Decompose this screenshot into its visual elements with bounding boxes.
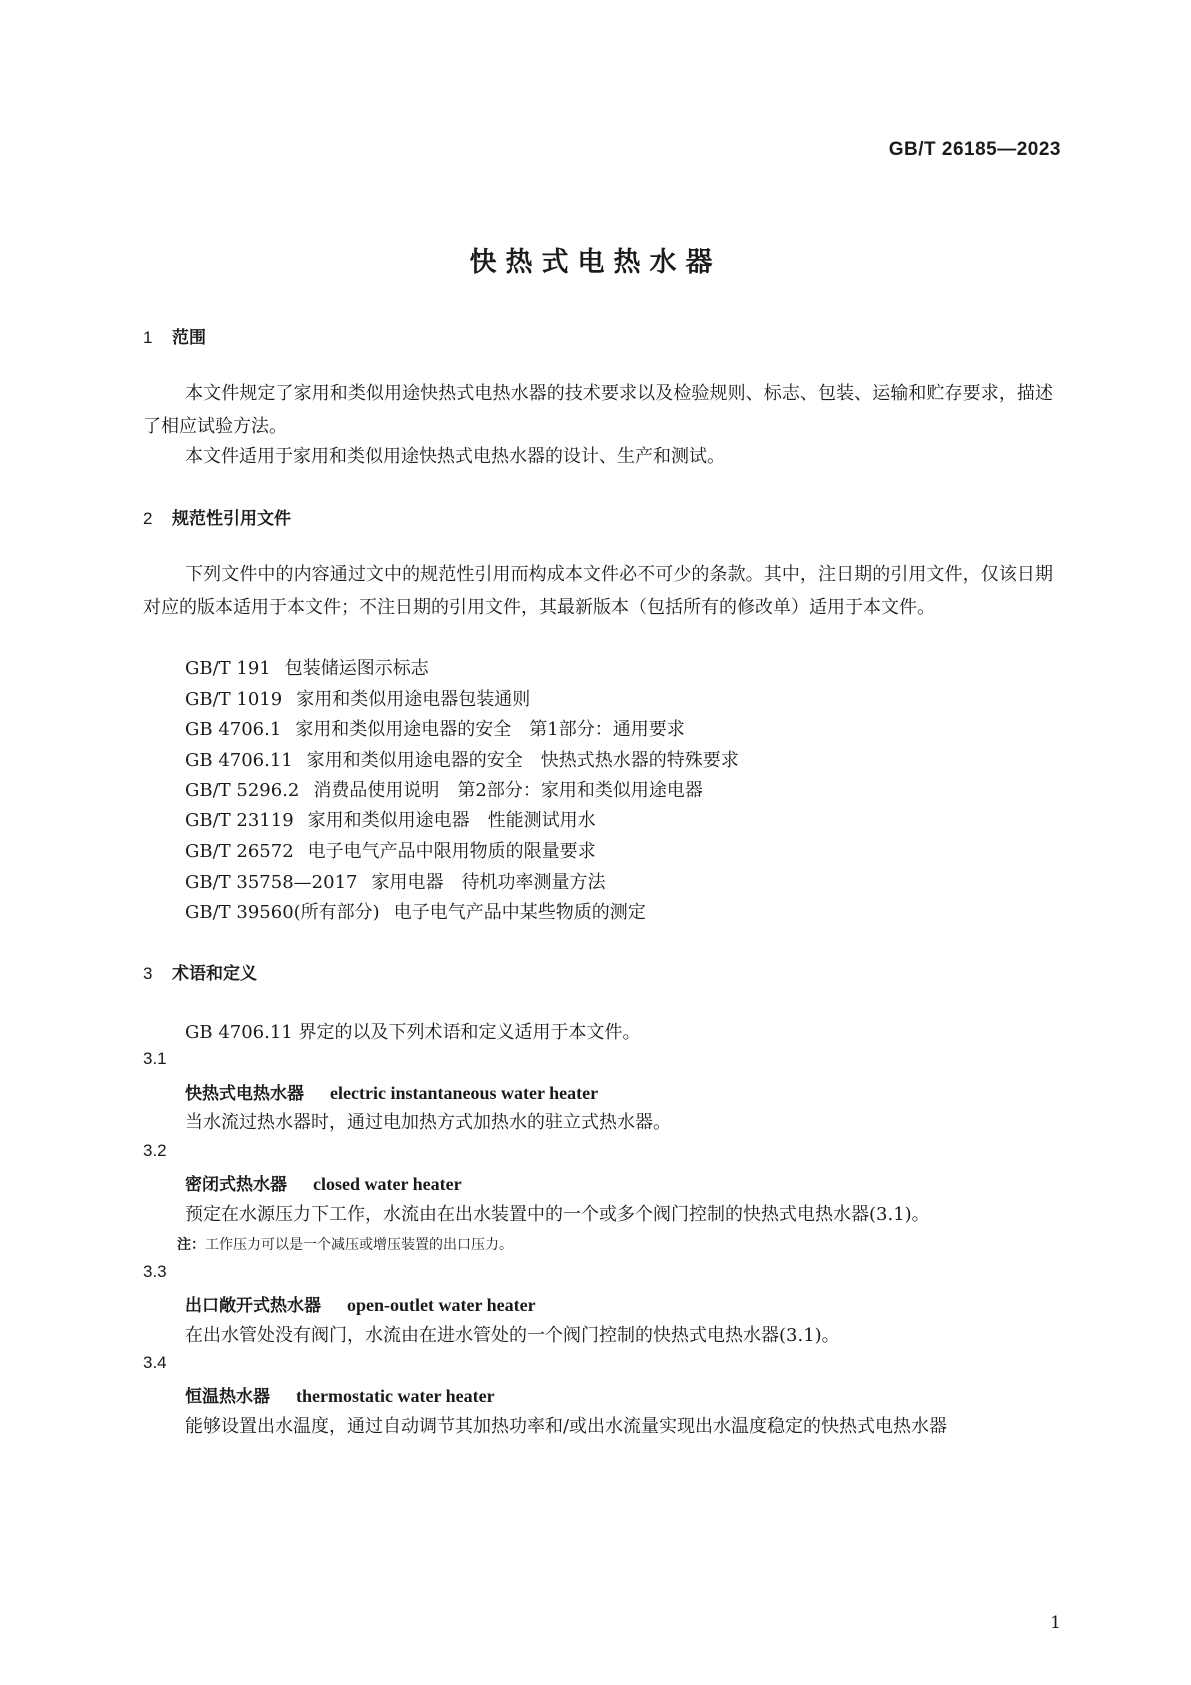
section-1-heading <box>143 323 206 348</box>
section-number: 1 <box>143 328 153 347</box>
reference-item <box>185 746 739 772</box>
term-heading <box>185 1170 462 1195</box>
term-en: open-outlet water heater <box>347 1295 536 1315</box>
term-heading <box>185 1079 598 1104</box>
term-heading <box>185 1291 536 1316</box>
section-3-heading <box>143 959 257 984</box>
terms-intro: GB 4706.11 界定的以及下列术语和定义适用于本文件。 <box>185 1022 641 1043</box>
reference-code: GB 4706.11 <box>185 750 293 771</box>
term-definition: 在出水管处没有阀门，水流由在进水管处的一个阀门控制的快热式电热水器(3.1)。 <box>185 1325 840 1346</box>
reference-title: 家用电器 待机功率测量方法 <box>371 872 606 893</box>
reference-code: GB/T 23119 <box>185 810 294 831</box>
term-definition: 预定在水源压力下工作，水流由在出水装置中的一个或多个阀门控制的快热式电热水器(3.1)。 <box>185 1204 930 1225</box>
document-title: 快热式电热水器 <box>469 247 722 278</box>
reference-code: GB/T 26572 <box>185 841 294 862</box>
term-zh: 出口敞开式热水器 <box>185 1296 321 1316</box>
reference-code: GB/T 39560(所有部分) <box>185 902 380 923</box>
reference-code: GB/T 5296.2 <box>185 780 300 801</box>
reference-item <box>185 776 703 802</box>
section-number: 2 <box>143 509 153 528</box>
reference-title: 家用和类似用途电器包装通则 <box>296 689 531 710</box>
reference-title: 消费品使用说明 第2部分：家用和类似用途电器 <box>313 780 703 801</box>
term-definition: 能够设置出水温度，通过自动调节其加热功率和/或出水流量实现出水温度稳定的快热式电热水器 <box>185 1416 948 1437</box>
term-en: closed water heater <box>313 1174 462 1194</box>
reference-title: 电子电气产品中某些物质的测定 <box>393 902 646 923</box>
scope-paragraph-2: 本文件适用于家用和类似用途快热式电热水器的设计、生产和测试。 <box>185 446 725 467</box>
term-note <box>177 1234 513 1254</box>
term-en: thermostatic water heater <box>296 1386 495 1406</box>
reference-title: 包装储运图示标志 <box>284 658 429 679</box>
term-definition: 当水流过热水器时，通过电加热方式加热水的驻立式热水器。 <box>185 1112 671 1133</box>
reference-title: 家用和类似用途电器 性能测试用水 <box>307 810 596 831</box>
term-number: 3.3 <box>143 1262 167 1281</box>
reference-item <box>185 685 530 711</box>
section-title: 规范性引用文件 <box>172 509 291 529</box>
term-number: 3.1 <box>143 1049 167 1068</box>
reference-code: GB/T 191 <box>185 658 271 679</box>
term-zh: 密闭式热水器 <box>185 1175 287 1195</box>
term-number: 3.2 <box>143 1141 167 1160</box>
term-zh: 恒温热水器 <box>185 1387 270 1407</box>
reference-title: 家用和类似用途电器的安全 快热式热水器的特殊要求 <box>306 750 739 771</box>
section-number: 3 <box>143 964 153 983</box>
term-en: electric instantaneous water heater <box>330 1083 599 1103</box>
section-title: 术语和定义 <box>172 964 257 984</box>
term-heading <box>185 1382 495 1407</box>
term-number: 3.4 <box>143 1353 167 1372</box>
section-2-heading <box>143 504 291 529</box>
reference-code: GB 4706.1 <box>185 719 282 740</box>
page-number: 1 <box>1050 1613 1061 1633</box>
reference-item <box>185 898 646 924</box>
reference-item <box>185 715 685 741</box>
reference-title: 家用和类似用途电器的安全 第1部分：通用要求 <box>295 719 685 740</box>
reference-code: GB/T 1019 <box>185 689 283 710</box>
note-text: 工作压力可以是一个减压或增压装置的出口压力。 <box>205 1237 513 1253</box>
scope-paragraph-1: 本文件规定了家用和类似用途快热式电热水器的技术要求以及检验规则、标志、包装、运输和贮存要求，描述了相应试验方法。 <box>143 383 1053 437</box>
normative-intro-paragraph: 下列文件中的内容通过文中的规范性引用而构成本文件必不可少的条款。其中，注日期的引用文件，仅该日期对应的版本适用于本文件；不注日期的引用文件，其最新版本（包括所有的修改单）适用于本文件。 <box>143 564 1053 618</box>
reference-code: GB/T 35758—2017 <box>185 872 358 893</box>
reference-item <box>185 806 596 832</box>
term-zh: 快热式电热水器 <box>185 1084 304 1104</box>
reference-item <box>185 837 596 863</box>
standard-code: GB/T 26185—2023 <box>888 139 1061 160</box>
reference-item <box>185 868 605 894</box>
reference-title: 电子电气产品中限用物质的限量要求 <box>307 841 596 862</box>
section-title: 范围 <box>172 328 206 348</box>
reference-item <box>185 654 429 680</box>
note-label: 注： <box>177 1237 205 1253</box>
